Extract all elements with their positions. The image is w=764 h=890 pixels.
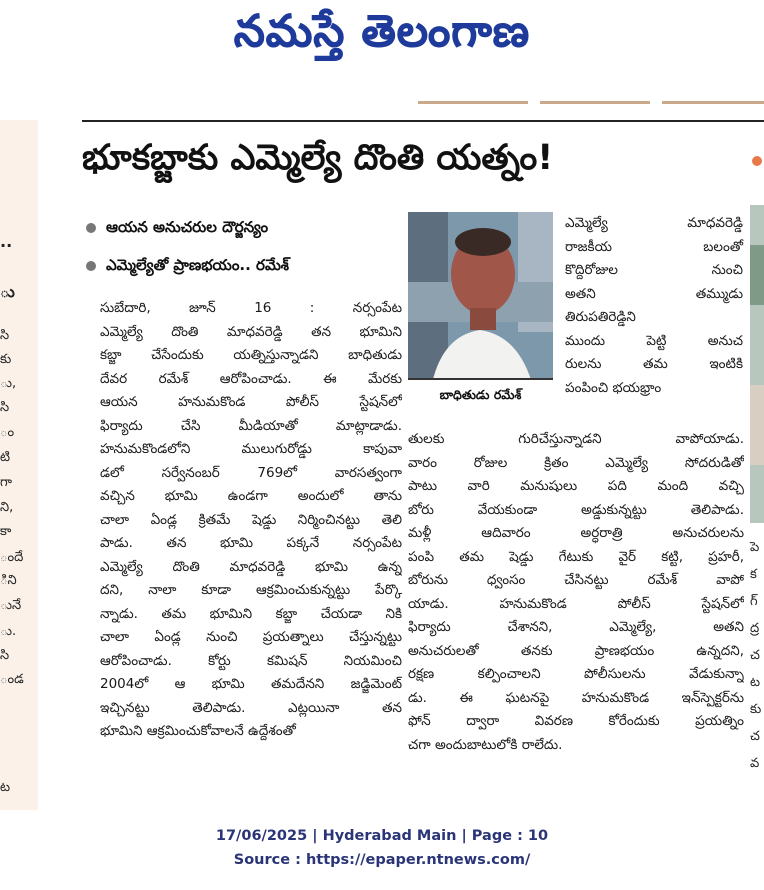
- article-text-line: పాడు. తన భూమి పక్కనే నర్సంపేట: [100, 535, 402, 551]
- article-text-line: పంపి తమ షెడ్డు గేటుకు వైర్ కట్టి, ప్రహరీ,: [408, 548, 744, 565]
- masthead-strip: [540, 101, 650, 104]
- left-column-fragment: ..: [0, 232, 13, 251]
- article-text-line: ఆరోపించాడు. కోర్టు కమిషన్ నియమించి: [100, 652, 402, 669]
- article-text-line: యాడు. హనుమకొండ పోలీస్ స్టేషన్‌లో: [408, 595, 744, 612]
- article-column-2-upper: [565, 212, 743, 400]
- left-column-fragment: టి: [0, 450, 11, 465]
- article-text-line: 2004లో ఆ భూమి తమదేనని జడ్జిమెంట్: [100, 676, 402, 692]
- left-column-fragment: ం: [0, 425, 15, 440]
- right-column-fragment: వ: [750, 756, 760, 771]
- right-column-fragment: క: [750, 567, 757, 582]
- article-text-line: ఫోన్ ద్వారా వివరణ కోరేందుకు ప్రయత్నిం: [408, 713, 744, 729]
- masthead-strip: [418, 101, 528, 104]
- article-text-line: భూమిని ఆక్రమించుకోవాలనే ఉద్దేశంతో: [100, 723, 296, 739]
- edition-info: 17/06/2025 | Hyderabad Main | Page : 10: [215, 828, 549, 844]
- right-column-fragment: గ్: [750, 594, 758, 609]
- right-column-fragment: పె: [750, 540, 760, 555]
- article-text-line: చాలా ఏండ్ల నుంచి ప్రయత్నాలు చేస్తున్నట్టు: [100, 629, 402, 645]
- subhead-bullet: ఎమ్మెల్యేతో ప్రాణభయం.. రమేశ్: [86, 256, 406, 278]
- article-text-line: బోరు వేయకుండా అడ్డుకున్నట్టు తెలిపాడు.: [408, 501, 744, 518]
- subhead-bullet: ఆయన అనుచరుల దౌర్జన్యం: [86, 218, 406, 240]
- article-text-line: ఫిర్యాదు చేశానని, ఎమ్మెల్యే, అతని: [408, 619, 744, 635]
- article-text-line: ఇచ్చినట్టు తెలిపాడు. ఎట్లయినా తన: [100, 699, 402, 716]
- left-column-fragment: ట: [0, 780, 11, 795]
- article-text-line: కబ్జా చేసేందుకు యత్నిస్తున్నాడని బాధితుడు: [100, 347, 402, 363]
- photo-fragment-icon: [750, 205, 764, 523]
- right-column-fragment: చ: [750, 648, 760, 663]
- article-text-line: బోరును ధ్వంసం చేసినట్టు రమేశ్ వాపో: [408, 572, 744, 588]
- left-column-fragment: కా: [0, 524, 12, 539]
- masthead: [0, 0, 764, 105]
- left-column-fragment: ని,: [0, 500, 14, 515]
- article-text-line: ముందు పెట్టి అనుచ: [565, 332, 743, 349]
- article-text-line: చాలా ఏండ్ల క్రితమే షెడ్డు నిర్మించినట్టు తెలి: [100, 511, 402, 528]
- left-column-fragment: సి: [0, 648, 10, 663]
- newspaper-title: నమస్తే తెలంగాణ: [233, 6, 531, 57]
- article-text-line: కొద్దిరోజుల నుంచి: [565, 262, 743, 278]
- bullet-dot-icon: [86, 261, 96, 271]
- article-text-line: డు. ఈ ఘటనపై హనుమకొండ ఇన్‌స్పెక్టర్‌ను: [408, 689, 744, 706]
- article-text-line: రక్షణ కల్పించాలని పోలీసులను వేడుకున్నా: [408, 666, 744, 682]
- article-text-line: పాటు వారి మనుషులు పది మంది వచ్చి: [408, 478, 744, 494]
- article-text-line: హనుమకొండలోని ములుగురోడ్డు కాపువా: [100, 441, 402, 457]
- left-column-fragment: ు: [0, 282, 15, 301]
- left-column-fragment: ిని: [0, 573, 17, 588]
- left-column-fragment: గా: [0, 475, 12, 490]
- article-text-line: రాజకీయ బలంతో: [565, 238, 743, 255]
- article-text-line: సుబేదారి, జూన్ 16 : నర్సంపేట: [100, 300, 402, 316]
- article-column-1: [100, 297, 402, 807]
- article-text-line: మళ్లీ ఆదివారం అర్ధరాత్రి అనుచరులను: [408, 525, 744, 541]
- right-column-fragment: ట: [750, 675, 761, 690]
- right-column-fragment: ద్ర: [750, 621, 760, 636]
- article-text-line: దేవర రమేశ్ ఆరోపించాడు. ఈ మేరకు: [100, 370, 402, 387]
- right-column-fragment: చ: [750, 729, 760, 744]
- article-text-line: ఎమ్మెల్యే దొంతి మాధవరెడ్డి తన భూమిని: [100, 323, 402, 340]
- article-text-line: డలో సర్వేనంబర్ 769లో వారసత్వంగా: [100, 464, 402, 481]
- article-text-line: ఫిర్యాదు చేసి మీడియాతో మాట్లాడాడు.: [100, 417, 402, 434]
- article-text-line: తులకు గురిచేస్తున్నాడని వాపోయాడు.: [408, 431, 744, 447]
- article-headline: భూకబ్జాకు ఎమ్మెల్యే దొంతి యత్నం!: [82, 138, 554, 178]
- photo-caption: బాధితుడు రమేశ్: [408, 378, 553, 412]
- article-text-line: పంపించి భయభ్రాం: [565, 379, 662, 396]
- article-text-line: దని, నాలా కూడా ఆక్రమించుకున్నట్టు పేర్కొ: [100, 582, 402, 598]
- left-column-fragment: ండ: [0, 672, 24, 687]
- left-column-fragment: సి: [0, 328, 10, 343]
- left-column-fragment: ందే: [0, 550, 24, 565]
- right-adjacent-article: [748, 540, 764, 810]
- masthead-strip: [662, 101, 764, 104]
- article-text-line: అతని తమ్ముడు: [565, 285, 743, 302]
- left-adjacent-article: [0, 120, 38, 810]
- right-adjacent-photo: [750, 205, 764, 523]
- article-text-line: రులను తమ ఇంటికి: [565, 356, 743, 372]
- article-text-line: తిరుపతిరెడ్డిని: [565, 309, 636, 325]
- article-text-line: వారం రోజుల క్రితం ఎమ్మెల్యే సోదరుడితో: [408, 454, 744, 471]
- article-text-line: వచ్చిన భూమి ఉండగా అందులో తాను: [100, 488, 402, 504]
- left-column-fragment: కు: [0, 352, 12, 367]
- article-text-line: న్నాడు. తమ భూమిని కబ్జా చేయడా నికి: [100, 605, 402, 622]
- left-column-fragment: ు,: [0, 376, 17, 391]
- accent-dot: [752, 156, 762, 166]
- article-text-line: అనుచరులతో తనకు ప్రాణభయం ఉన్నదని,: [408, 642, 744, 659]
- article-top-rule: [82, 120, 764, 122]
- article-text-line: చగా అందుబాటులోకి రాలేదు.: [408, 736, 563, 753]
- article-text-line: ఎమ్మెల్యే మాధవరెడ్డి: [565, 215, 743, 231]
- right-column-fragment: కు: [750, 702, 762, 717]
- article-column-2: [408, 428, 744, 810]
- article-text-line: ఎమ్మెల్యే దొంతి మాధవరెడ్డి భూమి ఉన్న: [100, 558, 402, 575]
- article-text-line: ఆయన హనుమకొండ పోలీస్ స్టేషన్‌లో: [100, 394, 402, 410]
- left-column-fragment: సి: [0, 400, 10, 415]
- bullet-dot-icon: [86, 223, 96, 233]
- source-url: Source : https://epaper.ntnews.com/: [233, 852, 531, 868]
- left-column-fragment: ునే: [0, 598, 22, 613]
- left-column-fragment: ు.: [0, 624, 17, 639]
